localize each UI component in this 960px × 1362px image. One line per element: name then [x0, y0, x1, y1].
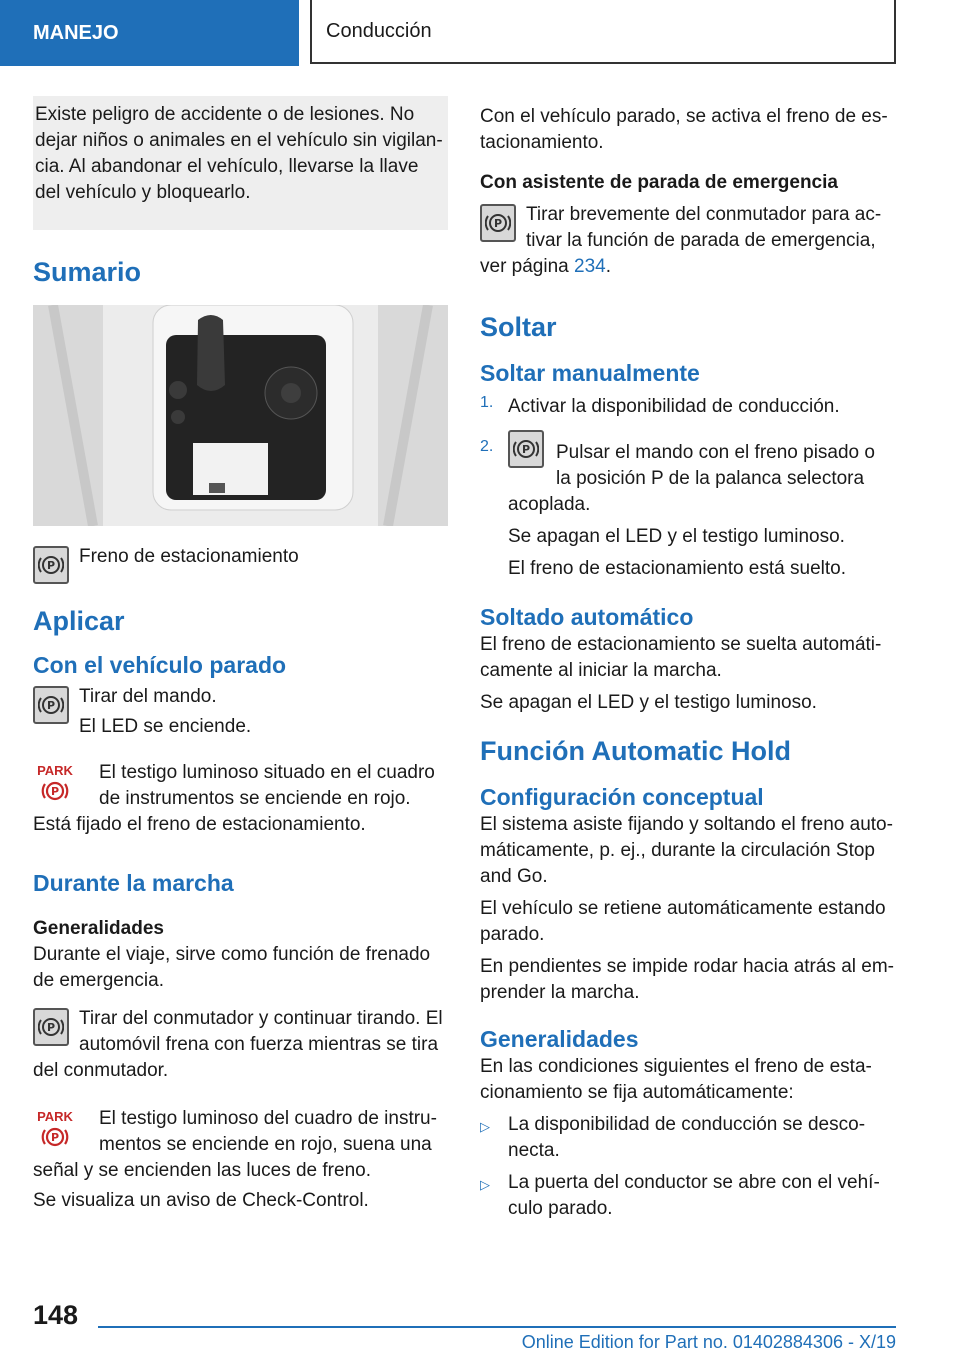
parking-brake-button-icon: [33, 546, 69, 584]
chapter-header: [310, 0, 896, 64]
photo-caption: Freno de estacionamiento: [79, 546, 299, 567]
emergencia-text-end: .: [605, 256, 611, 277]
footer-edition: Online Edition for Part no. 01402884306 - X/19: [98, 1326, 896, 1353]
parking-brake-photo: [33, 305, 448, 526]
parking-brake-button-icon: [33, 686, 69, 724]
page-number: 148: [33, 1300, 79, 1330]
auto-text-1: El freno de estacionamiento se suelta automáti-camente al iniciar la marcha.: [480, 634, 882, 681]
marcha-park-block: [33, 1106, 448, 1184]
config-text-3: En pendientes se impide rodar hacia atrás al em-prender la marcha.: [480, 956, 895, 1003]
emergencia-text-body: Tirar brevemente del conmutador para ac-tivar la función de parada de emergencia, ver página: [480, 204, 882, 277]
section-heading-sumario: Sumario: [33, 257, 142, 287]
parado-block: [33, 684, 448, 740]
section-title: MANEJO: [33, 21, 119, 44]
warning-box: Existe peligro de accidente o de lesiones. No dejar niños o animales en el vehículo sin vigilan-cia. Al abandonar el vehículo, llevarse la llave del vehículo y bloquearlo.: [33, 96, 448, 230]
parado-text: Con el vehículo parado, se activa el freno de es-tacionamiento.: [480, 106, 888, 153]
section-heading-aplicar: Aplicar: [33, 606, 125, 636]
svg-text:P: P: [46, 699, 56, 712]
bullet-triangle-icon: ▷: [480, 1119, 490, 1134]
section-tab: [0, 0, 299, 66]
parado-park-text: El testigo luminoso situado en el cuadro de instrumentos se enciende en rojo. Está fijado el freno de estacionamiento.: [33, 762, 435, 835]
bullet-2-text: La puerta del conductor se abre con el vehí-culo parado.: [508, 1172, 880, 1219]
subheading-manual: Soltar manualmente: [480, 360, 700, 386]
emergencia-block: [480, 202, 895, 280]
parado-park-block: [33, 760, 448, 838]
caption-row: [33, 544, 448, 584]
step-2-text: Pulsar el mando con el freno pisado o la posición P de la palanca selectora acoplada.: [508, 442, 875, 515]
parking-brake-button-icon: [480, 204, 516, 242]
park-warning-icon: [35, 764, 75, 809]
parking-brake-button-icon: [508, 430, 544, 468]
svg-text:P: P: [493, 217, 503, 230]
list-item: [480, 1112, 895, 1164]
subheading-emergencia: Con asistente de parada de emergencia: [480, 172, 838, 193]
subheading-auto: Soltado automático: [480, 604, 694, 630]
page-link-234[interactable]: 234: [574, 256, 606, 277]
step-1-text: Activar la disponibilidad de conducción.: [508, 396, 840, 417]
generalidades-text: Durante el viaje, sirve como función de frenado de emergencia.: [33, 944, 431, 991]
section-heading-hold: Función Automatic Hold: [480, 736, 791, 766]
marcha-icon-block: [33, 1006, 448, 1084]
marcha-park-text: El testigo luminoso del cuadro de instru-mentos se enciende en rojo, suena una señal y se encienden las luces de freno.: [33, 1108, 437, 1181]
parking-brake-button-icon: [33, 1008, 69, 1046]
step-1: [480, 394, 895, 420]
subheading-config: Configuración conceptual: [480, 784, 764, 810]
subheading-generalidades: Generalidades: [33, 918, 164, 939]
check-control-text: Se visualiza un aviso de Check-Control.: [33, 1190, 369, 1211]
marcha-icon-text: Tirar del conmutador y continuar tirando. El automóvil frena con fuerza mientras se tira del conmutador.: [33, 1008, 443, 1081]
subheading-parado: Con el vehículo parado: [33, 652, 287, 678]
right-column: [480, 96, 895, 1222]
list-item: [480, 1170, 895, 1222]
park-warning-icon: [35, 1110, 75, 1155]
park-label: PARK: [37, 763, 73, 778]
gen-text: En las condiciones siguientes el freno de esta-cionamiento se fija automáticamente:: [480, 1056, 872, 1103]
svg-text:P: P: [50, 785, 60, 798]
auto-text-2: Se apagan el LED y el testigo luminoso.: [480, 692, 817, 713]
parado-line1: Tirar del mando.: [79, 686, 217, 707]
step-1-number: 1.: [480, 394, 494, 411]
step-2-note-a: Se apagan el LED y el testigo luminoso.: [508, 526, 845, 547]
parado-line2: El LED se enciende.: [79, 716, 252, 737]
step-2: [480, 430, 895, 582]
subheading-generalidades-hold: Generalidades: [480, 1026, 639, 1052]
config-text-2: El vehículo se retiene automáticamente estando parado.: [480, 898, 886, 945]
svg-text:P: P: [46, 559, 56, 572]
svg-text:P: P: [50, 1131, 60, 1144]
svg-text:P: P: [46, 1021, 56, 1034]
park-label: PARK: [37, 1109, 73, 1124]
emergencia-text: [480, 202, 895, 280]
console-illustration: [33, 305, 448, 526]
step-2-number: 2.: [480, 438, 494, 455]
bullet-triangle-icon: ▷: [480, 1177, 490, 1192]
chapter-title: Conducción: [326, 19, 432, 42]
section-heading-soltar: Soltar: [480, 312, 557, 342]
step-2-note-b: El freno de estacionamiento está suelto.: [508, 558, 846, 579]
left-column: [33, 96, 448, 1214]
config-text-1: El sistema asiste fijando y soltando el freno auto-máticamente, p. ej., durante la circulación Stop and Go.: [480, 814, 893, 887]
subheading-marcha: Durante la marcha: [33, 870, 234, 896]
svg-text:P: P: [521, 443, 531, 456]
bullet-1-text: La disponibilidad de conducción se desco-necta.: [508, 1114, 866, 1161]
